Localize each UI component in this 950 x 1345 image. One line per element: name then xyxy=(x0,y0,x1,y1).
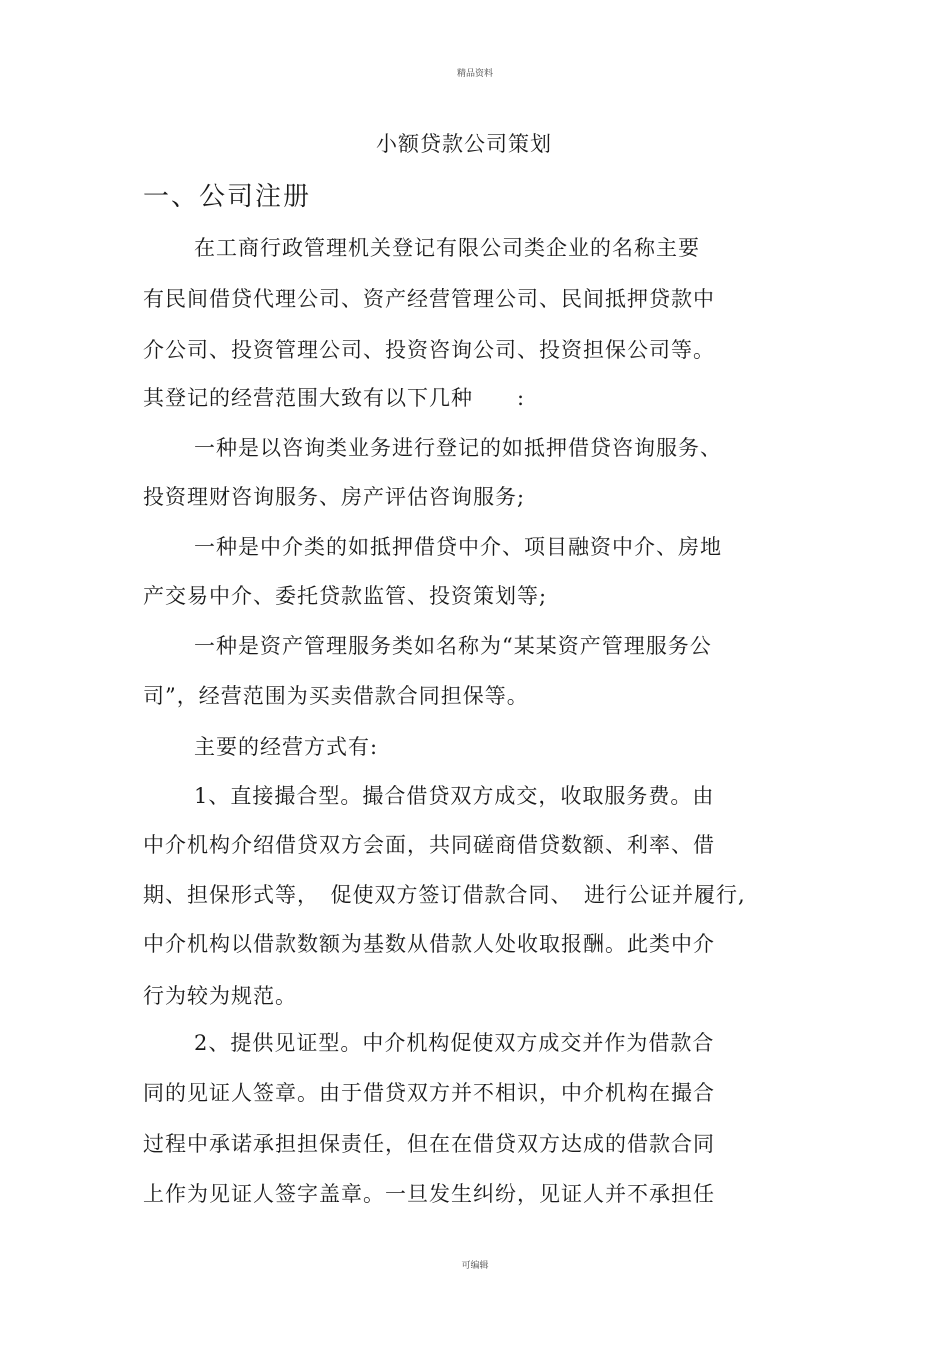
paragraph-line: 中介机构以借款数额为基数从借款人处收取报酬。此类中介 xyxy=(143,932,715,956)
paragraph-line: 中介机构介绍借贷双方会面，共同磋商借贷数额、利率、借 xyxy=(143,833,715,857)
header-note: 精品资料 xyxy=(456,69,493,79)
paragraph-line: 过程中承诺承担担保责任，但在在借贷双方达成的借款合同 xyxy=(143,1132,715,1156)
paragraph-line: 有民间借贷代理公司、资产经营管理公司、民间抵押贷款中 xyxy=(143,287,715,311)
paragraph-line: 产交易中介、委托贷款监管、投资策划等; xyxy=(143,584,548,608)
paragraph-line: 期、担保形式等， 促使双方签订借款合同、 进行公证并履行, xyxy=(143,883,746,907)
paragraph-line: 一种是以咨询类业务进行登记的如抵押借贷咨询服务、 xyxy=(194,436,722,460)
section-heading: 一、公司注册 xyxy=(143,182,312,212)
paragraph-line: 投资理财咨询服务、房产评估咨询服务; xyxy=(143,485,526,509)
paragraph-line: 同的见证人签章。由于借贷双方并不相识，中介机构在撮合 xyxy=(143,1081,715,1105)
paragraph-line: 行为较为规范。 xyxy=(143,984,297,1008)
page-title: 小额贷款公司策划 xyxy=(376,132,552,156)
paragraph-line: 1、直接撮合型。撮合借贷双方成交，收取服务费。由 xyxy=(194,784,715,808)
paragraph-line: 2、提供见证型。中介机构促使双方成交并作为借款合 xyxy=(194,1031,715,1055)
paragraph-line: 一种是资产管理服务类如名称为“某某资产管理服务公 xyxy=(194,634,712,658)
paragraph-line: 司”，经营范围为买卖借款合同担保等。 xyxy=(143,684,529,708)
paragraph-line: 上作为见证人签字盖章。一旦发生纠纷，见证人并不承担任 xyxy=(143,1182,715,1206)
paragraph-line: 介公司、投资管理公司、投资咨询公司、投资担保公司等。 xyxy=(143,338,715,362)
paragraph-line: 主要的经营方式有: xyxy=(194,735,379,759)
footer-note: 可编辑 xyxy=(461,1261,489,1271)
paragraph-line: 在工商行政管理机关登记有限公司类企业的名称主要 xyxy=(194,236,700,260)
paragraph-line: 其登记的经营范围大致有以下几种 : xyxy=(143,386,526,410)
paragraph-line: 一种是中介类的如抵押借贷中介、项目融资中介、房地 xyxy=(194,535,722,559)
